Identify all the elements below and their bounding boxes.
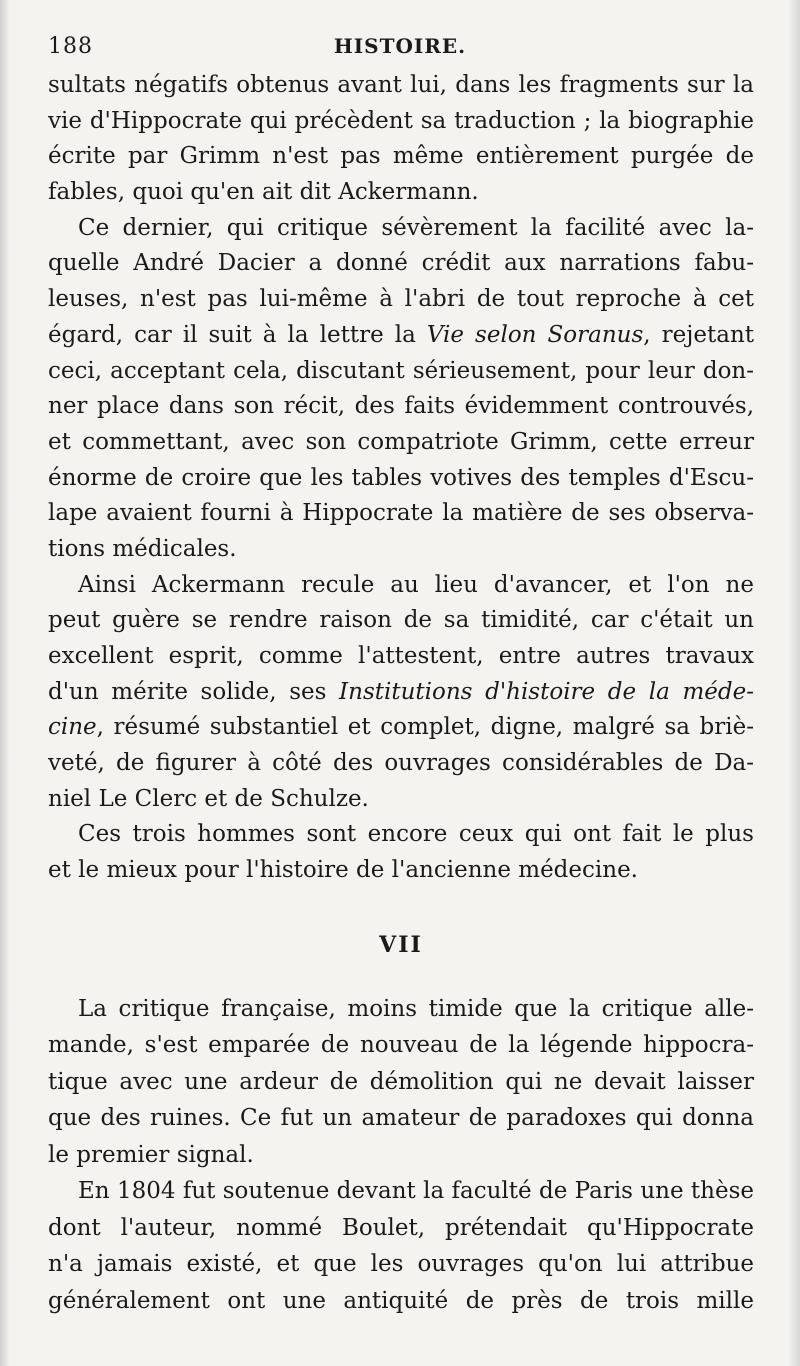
text-line: peut guère se rendre raison de sa timidité, car c'était un xyxy=(48,607,754,634)
page-number: 188 xyxy=(48,34,93,59)
text-fragment: , résumé substantiel et complet, digne, malgré sa briè- xyxy=(96,714,754,741)
section-heading: VII xyxy=(379,931,423,958)
text-line: niel Le Clerc et de Schulze. xyxy=(48,785,369,812)
text-line: généralement ont une antiquité de près de trois mille xyxy=(48,1287,754,1314)
text-line: mande, s'est emparée de nouveau de la légende hippocra- xyxy=(48,1032,754,1059)
text-line: énorme de croire que les tables votives des temples d'Escu- xyxy=(48,464,754,491)
text-line: veté, de figurer à côté des ouvrages considérables de Da- xyxy=(48,750,754,777)
italic-title: Institutions d'histoire de la méde- xyxy=(339,678,754,705)
running-head: HISTOIRE. xyxy=(333,34,467,58)
text-line: La critique française, moins timide que la critique alle- xyxy=(78,995,754,1022)
text-line: écrite par Grimm n'est pas même entièrement purgée de xyxy=(48,143,754,170)
text-line: lape avaient fourni à Hippocrate la matière de ses observa- xyxy=(48,500,754,527)
text-line: Ce dernier, qui critique sévèrement la facilité avec la- xyxy=(78,214,754,241)
page-edge-left xyxy=(0,0,10,1366)
page-edge-right xyxy=(788,0,800,1366)
text-line: fables, quoi qu'en ait dit Ackermann. xyxy=(48,179,479,206)
text-line: Ces trois hommes sont encore ceux qui ont fait le plus xyxy=(78,821,754,848)
section-text-after xyxy=(48,991,754,1320)
text-line: tique avec une ardeur de démolition qui ne devait laisser xyxy=(48,1068,754,1095)
text-line: Ainsi Ackermann recule au lieu d'avancer, et l'on ne xyxy=(78,571,754,598)
italic-title: cine xyxy=(48,714,97,741)
text-line: et le mieux pour l'histoire de l'ancienne médecine. xyxy=(48,857,638,884)
italic-title: Vie selon Soranus xyxy=(426,321,644,348)
text-line xyxy=(48,318,754,354)
text-line xyxy=(48,710,754,746)
text-line: tions médicales. xyxy=(48,535,237,562)
text-line: excellent esprit, comme l'attestent, entre autres travaux xyxy=(48,643,754,669)
text-line xyxy=(48,675,754,711)
text-line: ceci, acceptant cela, discutant sérieusement, pour leur don- xyxy=(48,357,754,384)
section-text-before xyxy=(48,68,754,889)
text-line: et commettant, avec son compatriote Grimm, cette erreur xyxy=(48,428,754,455)
page-header xyxy=(48,34,752,64)
text-fragment: d'un mérite solide, ses xyxy=(48,678,340,705)
text-fragment: , rejetant xyxy=(643,321,754,348)
text-line: ner place dans son récit, des faits évidemment controuvés, xyxy=(48,393,754,420)
text-line: n'a jamais existé, et que les ouvrages qu'on lui attribue xyxy=(48,1251,754,1278)
text-line: En 1804 fut soutenue devant la faculté de Paris une thèse xyxy=(78,1178,754,1205)
page-body xyxy=(48,68,754,1319)
text-fragment: égard, car il suit à la lettre la xyxy=(48,321,427,348)
text-line: quelle André Dacier a donné crédit aux narrations fabu- xyxy=(48,250,754,277)
text-line: que des ruines. Ce fut un amateur de paradoxes qui donna xyxy=(48,1105,754,1132)
text-line: vie d'Hippocrate qui précèdent sa traduction ; la biographie xyxy=(48,107,754,134)
text-line: sultats négatifs obtenus avant lui, dans les fragments sur la xyxy=(48,72,754,98)
text-line: dont l'auteur, nommé Boulet, prétendait qu'Hippocrate xyxy=(48,1214,754,1241)
text-line: le premier signal. xyxy=(48,1141,254,1168)
text-line: leuses, n'est pas lui-même à l'abri de tout reproche à cet xyxy=(48,286,754,313)
